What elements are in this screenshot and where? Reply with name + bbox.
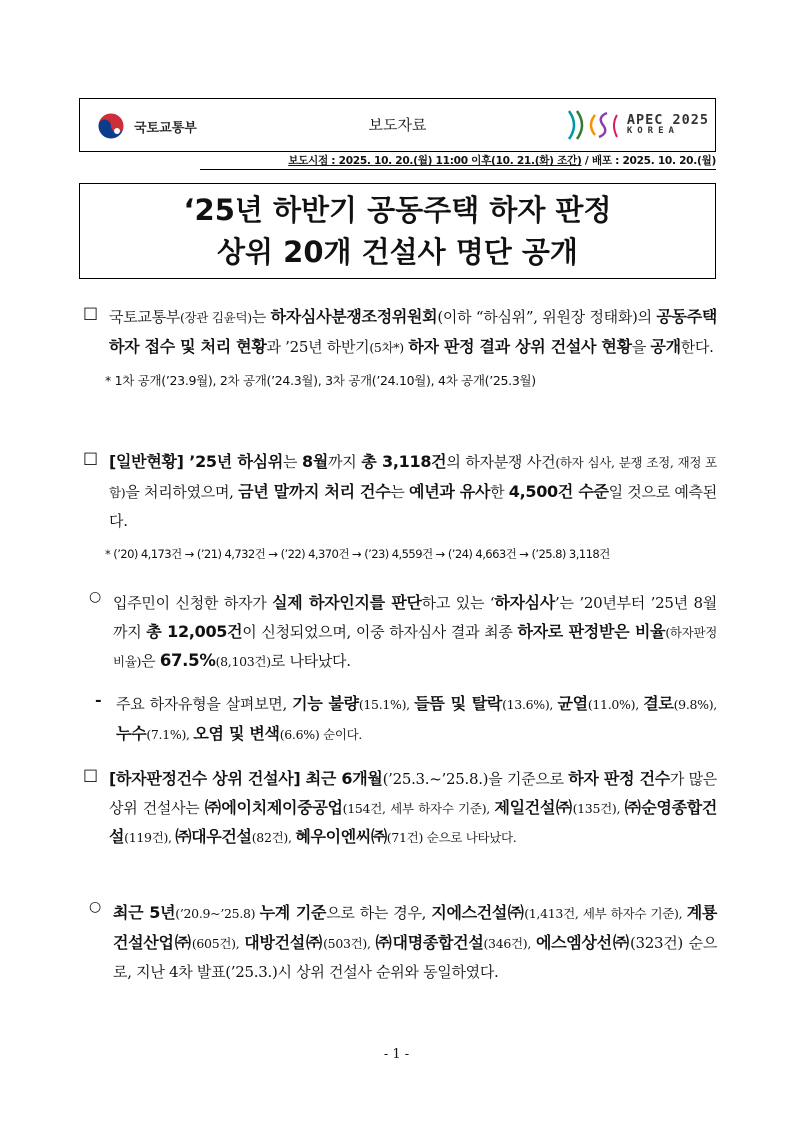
bold-text: [하자판정건수 상위 건설사] 최근 6개월 xyxy=(109,769,383,788)
bold-text: 지에스건설㈜ xyxy=(431,903,525,922)
overview-footnote: * 1차 공개(’23.9월), 2차 공개(’24.3월), 3차 공개(’24.10월), 4차 공개(’25.3월) xyxy=(105,373,536,388)
headline-line2: 상위 20개 건설사 명단 공개 xyxy=(217,235,578,269)
apec-wordmark xyxy=(627,113,709,137)
bold-text: 대방건설㈜ xyxy=(244,932,324,952)
text: (8,103건) xyxy=(215,654,271,669)
overview-paragraph xyxy=(109,303,717,362)
text: 일 것으로 예측된다. xyxy=(109,482,717,530)
text: (장관 김윤덕) xyxy=(179,310,252,325)
text: (1,413건, 세부 하자수 기준), xyxy=(524,906,687,921)
text: (605건), xyxy=(191,935,245,951)
text: 로 나타났다. xyxy=(270,652,351,670)
text: 이 신청되었으며, 이중 하자심사 결과 최종 xyxy=(242,622,518,641)
bold-text: 4,500건 수준 xyxy=(508,481,609,501)
text: (15.1%), xyxy=(358,697,415,712)
text: 을 xyxy=(631,337,651,356)
text: (154건, 세부 하자수 기준), xyxy=(342,800,495,816)
embargo-time: 보도시점 : 2025. 10. 20.(월) 11:00 이후(10. 21.(화) 조간) xyxy=(288,155,582,167)
bold-text: ㈜대우건설 xyxy=(175,827,252,846)
text: (9.8%), xyxy=(673,697,717,712)
bold-text: 누수 xyxy=(116,723,147,743)
section-five-year xyxy=(89,899,717,987)
bold-text: 하자 판정 건수 xyxy=(568,769,670,788)
text: 는 xyxy=(283,453,303,471)
section-general-status xyxy=(83,448,717,562)
dash-bullet: - xyxy=(95,690,102,709)
text: 국토교통부 xyxy=(109,308,180,326)
bold-text: 들뜸 및 탈락 xyxy=(414,694,503,713)
section-defect-types xyxy=(95,690,717,749)
text: (71건) 순으로 나타났다. xyxy=(386,830,517,845)
doc-type: 보도자료 xyxy=(368,116,427,134)
apec-line2: KOREA xyxy=(626,126,679,137)
bold-text: 제일건설㈜ xyxy=(494,797,573,817)
bold-text: 67.5% xyxy=(159,651,216,670)
apec-line1: APEC 2025 xyxy=(626,112,709,129)
text: 주요 하자유형을 살펴보면, xyxy=(116,695,293,713)
bold-text: 기능 불량 xyxy=(292,694,359,713)
headline-box xyxy=(79,183,716,279)
bold-text: ㈜순영종합건설 xyxy=(109,797,718,846)
top-builders-paragraph xyxy=(109,765,717,853)
apec-logo xyxy=(565,107,709,143)
text: 는 xyxy=(390,482,410,501)
distribution-date: 배포 : 2025. 10. 20.(월) xyxy=(591,155,716,167)
release-separator: / xyxy=(581,155,592,167)
release-info xyxy=(200,152,716,170)
header-box xyxy=(79,98,716,152)
page-number: - 1 - xyxy=(383,1047,410,1062)
defect-review-paragraph xyxy=(113,589,717,677)
text: (7.1%), xyxy=(146,726,194,742)
bold-text: 누계 기준 xyxy=(259,903,327,922)
text: (이하 “하심위”, 위원장 정태화)의 xyxy=(437,308,657,326)
text: 가 많은 상위 건설사는 xyxy=(109,770,718,817)
text: (하자 심사, 분쟁 조정, 재정 포함) xyxy=(109,455,717,500)
square-bullet: □ xyxy=(83,765,99,784)
defect-types-paragraph xyxy=(116,690,717,749)
circle-bullet: ○ xyxy=(89,899,102,915)
text: 한다. xyxy=(680,337,714,356)
text: (503건), xyxy=(323,935,376,951)
bold-text: 오염 및 변색 xyxy=(193,723,280,743)
bold-text: 공개 xyxy=(650,336,681,356)
bold-text: ㈜대명종합건설 xyxy=(375,932,484,952)
bold-text: 최근 5년 xyxy=(113,903,176,922)
text: ’는 ’20년부터 ’25년 8월까지 xyxy=(113,594,717,641)
section-overview xyxy=(83,303,717,389)
bold-text: [일반현황] ’25년 하심위 xyxy=(109,452,283,471)
bold-text: 균열 xyxy=(557,694,588,713)
headline-line1: ‘25년 하반기 공동주택 하자 판정 xyxy=(183,193,612,227)
bold-text: 하자로 판정받은 비율 xyxy=(517,621,666,641)
text: (82건), xyxy=(251,830,296,845)
text: 과 ’25년 하반기 xyxy=(266,337,370,356)
text: (119건), xyxy=(124,830,176,845)
bold-text: 총 3,118건 xyxy=(361,452,447,471)
text: 입주민이 신청한 하자가 xyxy=(113,594,273,612)
section-defect-review xyxy=(89,589,717,677)
text: (’20.9~’25.8) xyxy=(175,906,260,921)
bold-text: 하자 판정 결과 상위 건설사 현황 xyxy=(408,336,632,356)
bold-text: 결로 xyxy=(643,694,674,713)
general-status-paragraph xyxy=(109,448,717,536)
apec-emblem-icon xyxy=(565,107,621,143)
text: (’25.3.~’25.8.)을 기준으로 xyxy=(382,770,569,788)
bold-text: 예년과 유사 xyxy=(409,481,491,501)
general-status-footnote: * (’20) 4,173건 → (’21) 4,732건 → (’22) 4,370건 → (’23) 4,559건 → (’24) 4,663건 → (’25.8) 3,118건 xyxy=(105,546,610,561)
text: (11.0%), xyxy=(587,697,644,712)
section-top-builders xyxy=(83,765,717,853)
bold-text: 하자심사분쟁조정위원회 xyxy=(270,307,438,326)
text: 한 xyxy=(490,482,509,501)
bold-text: 실제 하자인지를 판단 xyxy=(272,593,422,612)
text: (135건), xyxy=(572,800,625,816)
bold-text: 총 12,005건 xyxy=(146,621,243,641)
text: (13.6%), xyxy=(502,697,558,712)
five-year-paragraph xyxy=(113,899,717,987)
text: (하자판정비율) xyxy=(113,624,717,669)
text: 으로 하는 경우, xyxy=(326,904,432,922)
square-bullet: □ xyxy=(83,448,99,467)
text: (323건) 순으로, 지난 4차 발표(’25.3.)시 상위 건설사 순위와 동일하였다. xyxy=(113,933,718,981)
text: 하고 있는 ‘ xyxy=(421,594,495,612)
square-bullet: □ xyxy=(83,303,99,322)
text: 까지 xyxy=(328,453,362,471)
bold-text: 공동주택 하자 접수 및 처리 현황 xyxy=(109,307,718,356)
text: 은 xyxy=(141,652,160,670)
text: (346건), xyxy=(483,935,536,951)
ministry-name: 국토교통부 xyxy=(134,120,197,136)
bold-text: 혜우이엔씨㈜ xyxy=(295,827,387,846)
text: 는 xyxy=(251,308,271,326)
bold-text: 금년 말까지 처리 건수 xyxy=(238,481,391,501)
bold-text: 8월 xyxy=(302,452,329,471)
circle-bullet: ○ xyxy=(89,589,102,605)
text: (5차*) xyxy=(369,339,404,355)
bold-text: 계룡건설산업㈜ xyxy=(113,903,717,952)
text: 의 하자분쟁 사건 xyxy=(446,453,556,471)
text: (6.6%) 순이다. xyxy=(279,726,363,742)
bold-text: 에스엠상선㈜ xyxy=(535,932,630,952)
bold-text: 하자심사 xyxy=(494,593,555,612)
bold-text: ㈜에이치제이중공업 xyxy=(204,797,343,817)
text: 을 처리하였으며, xyxy=(125,482,239,501)
